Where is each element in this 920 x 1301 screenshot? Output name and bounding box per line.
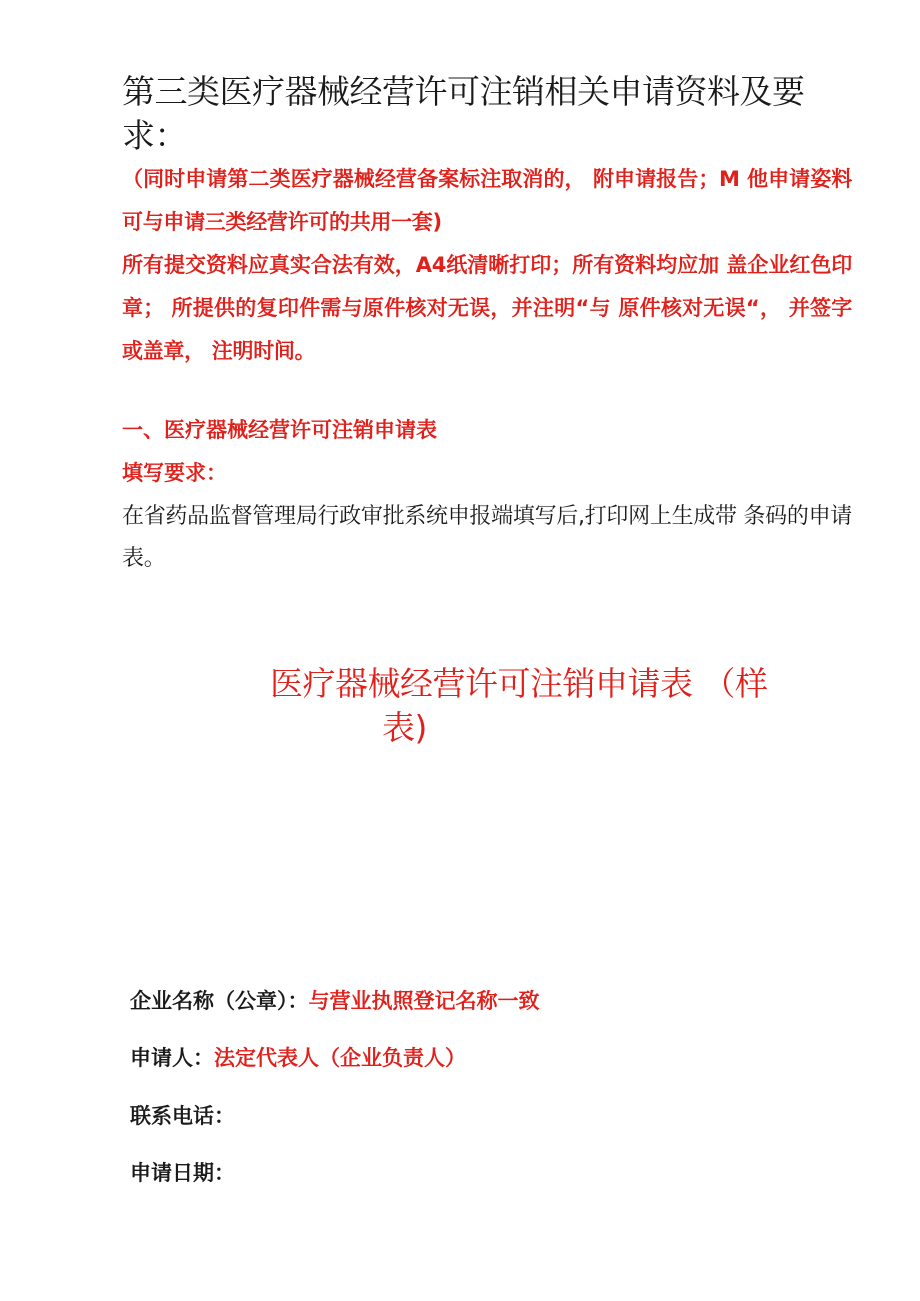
fill-requirements-label: 填写要求：: [122, 461, 227, 485]
field-company-name: [130, 986, 540, 1016]
field-company-name-value: 与营业执照登记名称一致: [308, 989, 540, 1013]
field-applicant: [130, 1043, 466, 1073]
field-applicant-label: 申请人：: [130, 1046, 214, 1070]
field-application-date: [130, 1158, 235, 1188]
sample-form-title-line2: 表): [382, 708, 427, 747]
requirements-notice: [122, 158, 852, 373]
page-title: 第三类医疗器械经营许可注销相关申请资料及要求：: [122, 72, 805, 155]
field-phone-label: 联系电话：: [130, 1104, 235, 1128]
notice-paragraph-1: （同时申请第二类医疗器械经营备案标注取消的， 附申请报告；M 他申请姿料可与申请三类经营许可的共用一套): [122, 167, 852, 234]
field-company-name-label: 企业名称（公章）：: [130, 989, 309, 1013]
field-application-date-label: 申请日期：: [130, 1161, 235, 1185]
field-phone: [130, 1101, 235, 1131]
section-heading-application-form: 一、医疗器械经营许可注销申请表: [122, 418, 437, 442]
sample-form-title-line1: 医疗器械经营许可注销申请表 （样: [270, 664, 768, 703]
fill-instruction-text: 在省药品监督管理局行政审批系统申报端填写后,打印网上生成带 条码的申请表。: [122, 504, 852, 571]
sample-form-title: [270, 662, 810, 750]
notice-paragraph-2: 所有提交资料应真实合法有效，A4纸清晰打印；所有资料均应加 盖企业红色印章； 所提供的复印件需与原件核对无误，并注明“与 原件核对无误“， 并签字或盖章， 注明时间。: [122, 253, 852, 363]
field-applicant-value: 法定代表人（企业负责人）: [214, 1046, 466, 1070]
